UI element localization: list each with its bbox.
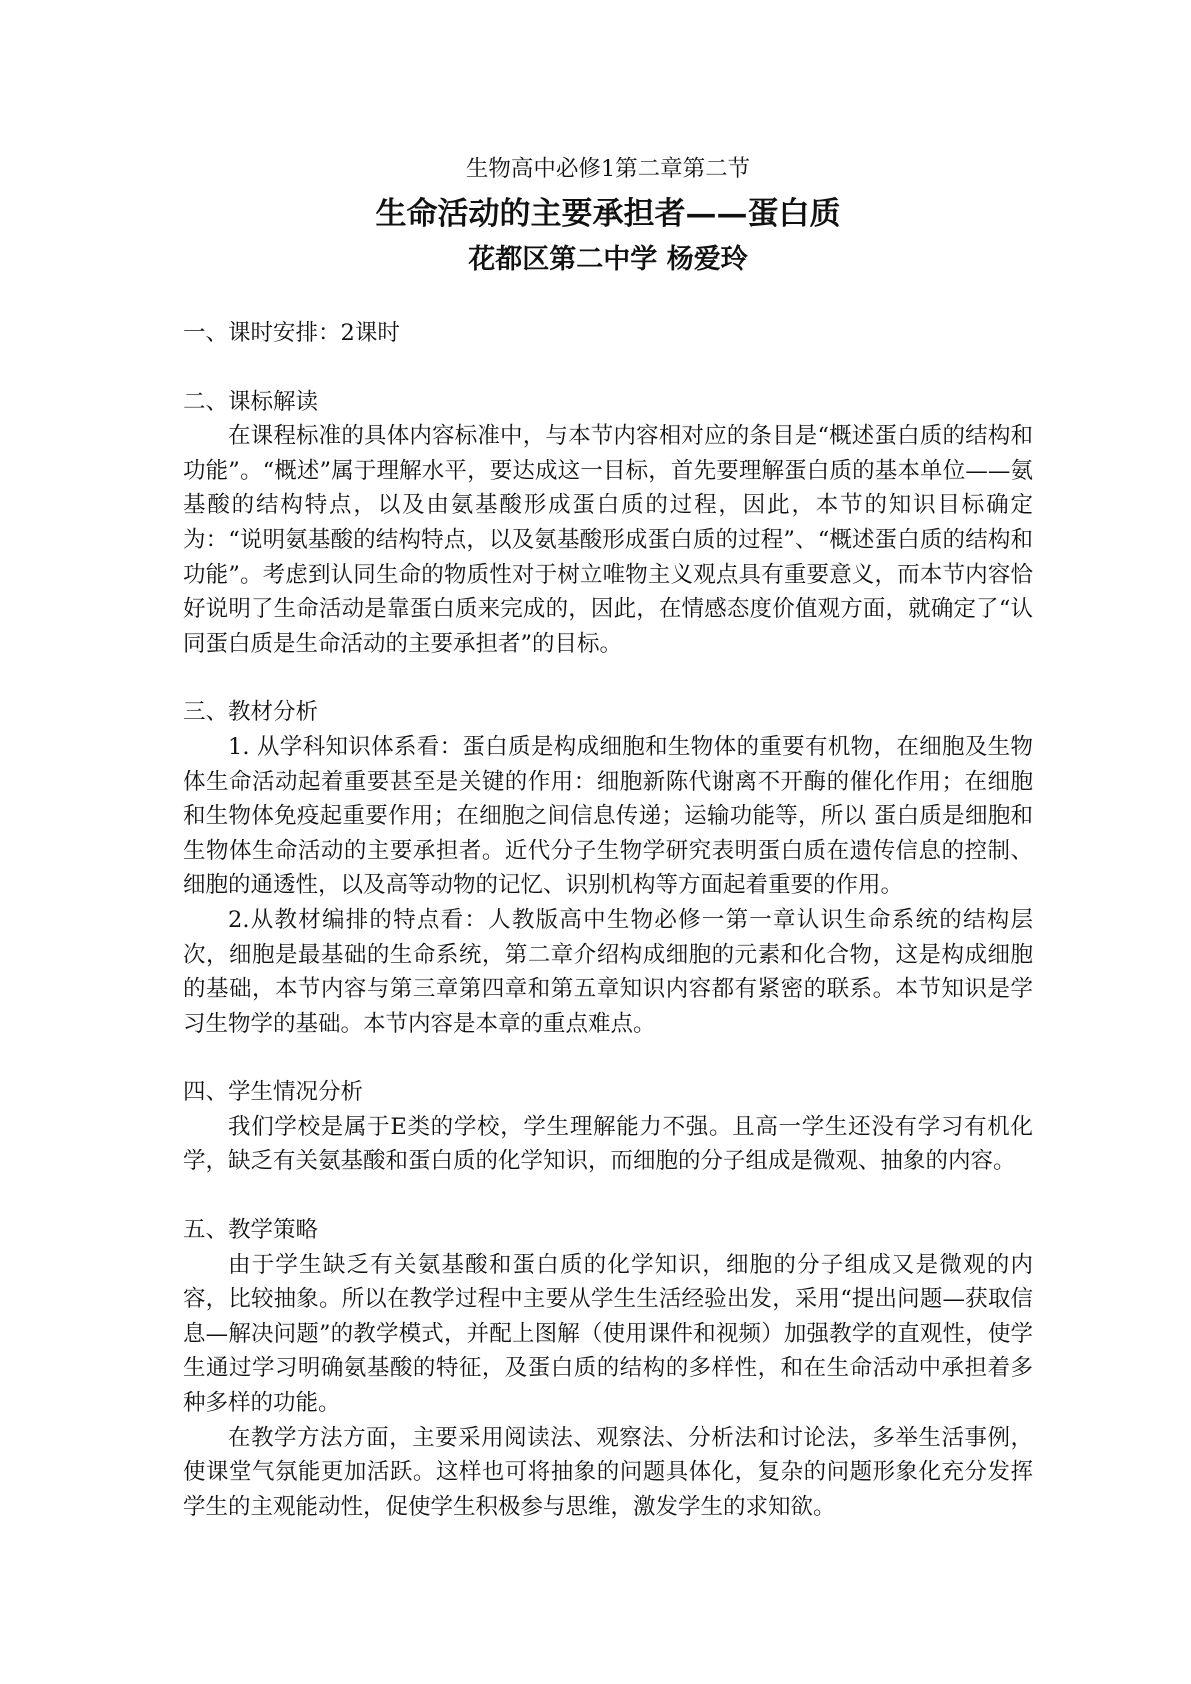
course-subtitle: 生物高中必修1第二章第二节 <box>465 156 751 182</box>
section-standards <box>183 385 1033 662</box>
section-heading: 四、学生情况分析 <box>183 1079 364 1106</box>
lesson-title: 生命活动的主要承担者——蛋白质 <box>375 196 841 232</box>
paragraph: 2.从教材编排的特点看：人教版高中生物必修一第一章认识生命系统的结构层次，细胞是最基础的生命系统，第二章介绍构成细胞的元素和化合物，这是构成细胞的基础，本节内容与第三章第四章和第五章知识内容都有紧密的联系。本节知识是学习生物学的基础。本节内容是本章的重点难点。 <box>183 906 1033 1037</box>
section-heading: 一、课时安排：2课时 <box>183 320 400 346</box>
section-student-analysis <box>183 1075 1033 1179</box>
section-heading: 三、教材分析 <box>183 699 319 726</box>
section-heading: 二、课标解读 <box>183 388 319 415</box>
paragraph: 我们学校是属于E类的学校，学生理解能力不强。且高一学生还没有学习有机化学，缺乏有关氨基酸和蛋白质的化学知识，而细胞的分子组成是微观、抽象的内容。 <box>183 1113 1033 1175</box>
author-line: 花都区第二中学 杨爱玲 <box>468 244 748 275</box>
section-textbook-analysis <box>183 695 1033 1041</box>
paragraph: 1. 从学科知识体系看：蛋白质是构成细胞和生物体的重要有机物，在细胞及生物体生命活动起着重要甚至是关键的作用：细胞新陈代谢离不开酶的催化作用；在细胞和生物体免疫起重要作用；在细胞之间信息传递；运输功能等，所以 蛋白质是细胞和生物体生命活动的主要承担者。近代分子生物学研究表明蛋白质在遗传信息的控制、细胞的通透性，以及高等动物的记忆、识别机构等方面起着重要的作用。 <box>183 733 1033 899</box>
paragraph: 在教学方法方面，主要采用阅读法、观察法、分析法和讨论法，多举生活事例，使课堂气氛能更加活跃。这样也可将抽象的问题具体化，复杂的问题形象化充分发挥学生的主观能动性，促使学生积极参与思维，激发学生的求知欲。 <box>183 1424 1033 1520</box>
section-heading: 五、教学策略 <box>183 1217 319 1244</box>
section-schedule <box>183 316 1033 351</box>
section-teaching-strategy <box>183 1213 1033 1524</box>
paragraph: 由于学生缺乏有关氨基酸和蛋白质的化学知识，细胞的分子组成又是微观的内容，比较抽象。所以在教学过程中主要从学生生活经验出发，采用“提出问题—获取信息—解决问题”的教学模式，并配上图解（使用课件和视频）加强教学的直观性，使学生通过学习明确氨基酸的特征，及蛋白质的结构的多样性，和在生命活动中承担着多种多样的功能。 <box>183 1251 1033 1417</box>
paragraph: 在课程标准的具体内容标准中，与本节内容相对应的条目是“概述蛋白质的结构和功能”。“概述”属于理解水平，要达成这一目标，首先要理解蛋白质的基本单位——氨基酸的结构特点，以及由氨基酸形成蛋白质的过程，因此，本节的知识目标确定为：“说明氨基酸的结构特点，以及氨基酸形成蛋白质的过程”、“概述蛋白质的结构和功能”。考虑到认同生命的物质性对于树立唯物主义观点具有重要意义，而本节内容恰好说明了生命活动是靠蛋白质来完成的，因此，在情感态度价值观方面，就确定了“认同蛋白质是生命活动的主要承担者”的目标。 <box>183 423 1033 657</box>
document-body <box>183 152 1033 1524</box>
